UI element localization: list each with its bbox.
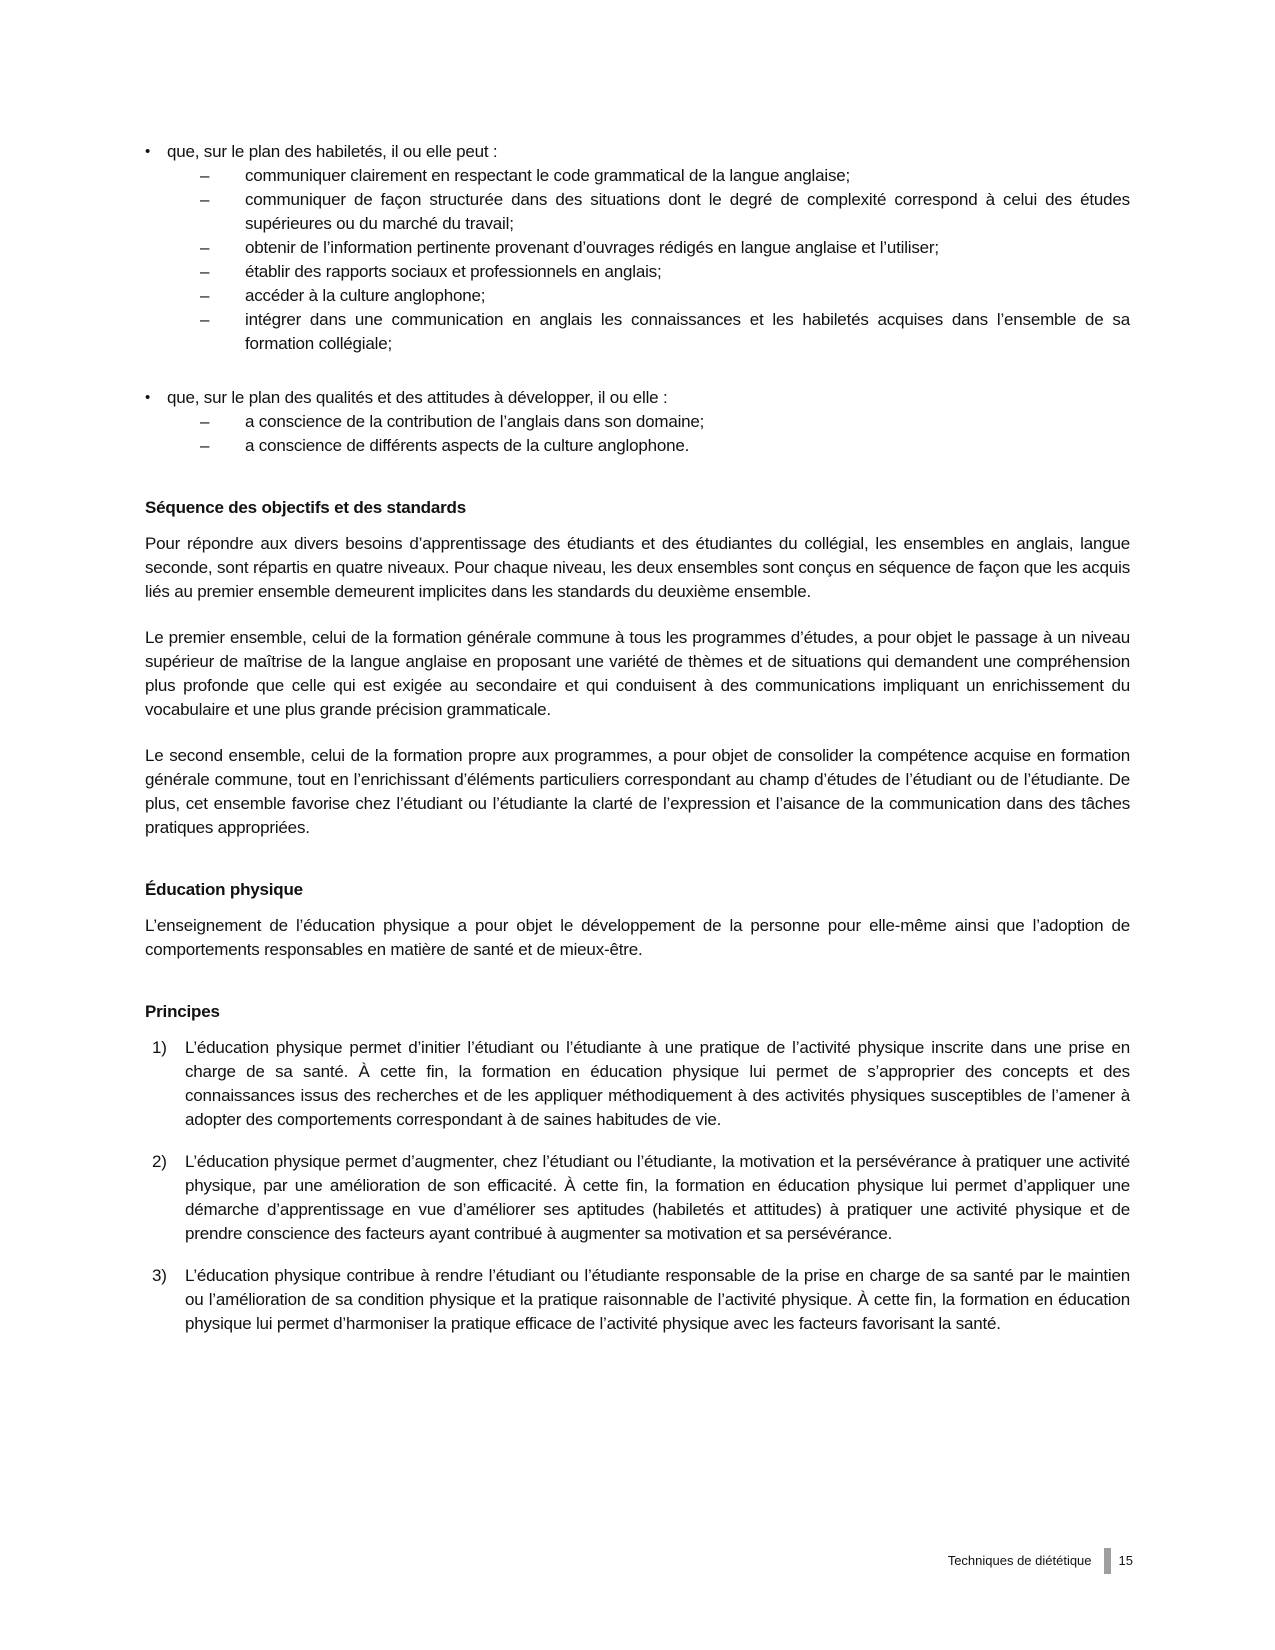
dash-icon: –: [200, 412, 210, 431]
section-heading: Séquence des objectifs et des standards: [145, 498, 466, 517]
page-footer: [948, 1548, 1133, 1574]
dash-icon: –: [200, 436, 210, 455]
section-heading: Principes: [145, 1002, 220, 1021]
paragraph: Le premier ensemble, celui de la formation générale commune à tous les programmes d’études, a pour objet le passage à un niveau supérieur de maîtrise de la langue anglaise en proposant une variété de thèmes et de situations qui demandent une compréhension plus profonde que celle qui est exigée au secondaire et qui conduisent à des communications impliquant un enrichissement du vocabulaire et une plus grande précision grammaticale.: [145, 628, 1130, 719]
bullet-icon: •: [145, 143, 151, 160]
numbered-item: [152, 1036, 1130, 1132]
list-item-text: accéder à la culture anglophone;: [245, 286, 486, 305]
bullet-icon: •: [145, 389, 151, 406]
numbered-item-text: L’éducation physique contribue à rendre l’étudiant ou l’étudiante responsable de la prise en charge de sa santé par le maintien ou l’amélioration de sa condition physique et la pratique raisonnable de l’activité physique. À cette fin, la formation en éducation physique lui permet d’harmoniser la pratique efficace de l’activité physique avec les facteurs favorisant la santé.: [185, 1266, 1130, 1333]
section-principes: [145, 1000, 1130, 1336]
list-item-text: a conscience de la contribution de l’anglais dans son domaine;: [245, 412, 705, 431]
list-item: [200, 434, 1130, 458]
bullet-item: [145, 140, 1130, 164]
dash-icon: –: [200, 286, 210, 305]
paragraph: Pour répondre aux divers besoins d’apprentissage des étudiants et des étudiantes du collégial, les ensembles en anglais, langue seconde, sont répartis en quatre niveaux. Pour chaque niveau, les deux ensembles sont conçus en séquence de façon que les acquis liés au premier ensemble demeurent implicites dans les standards du deuxième ensemble.: [145, 534, 1130, 601]
numbered-item: [152, 1150, 1130, 1246]
section-heading: Éducation physique: [145, 880, 303, 899]
bullet-intro: que, sur le plan des qualités et des attitudes à développer, il ou elle :: [167, 388, 668, 407]
item-number: 3): [152, 1266, 167, 1285]
dash-icon: –: [200, 166, 210, 185]
paragraph: L’enseignement de l’éducation physique a pour objet le développement de la personne pour elle-même ainsi que l’adoption de comportements responsables en matière de santé et de mieux-être.: [145, 916, 1130, 959]
section-education-physique: [145, 878, 1130, 962]
numbered-item: [152, 1264, 1130, 1336]
section-sequence: [145, 496, 1130, 840]
numbered-list: [145, 1036, 1130, 1336]
list-item-text: communiquer clairement en respectant le code grammatical de la langue anglaise;: [245, 166, 851, 185]
numbered-item-text: L’éducation physique permet d’augmenter, chez l’étudiant ou l’étudiante, la motivation et la persévérance à pratiquer une activité physique, par une amélioration de son efficacité. À cette fin, la formation en éducation physique lui permet d’appliquer une démarche d’apprentissage en vue d’améliorer ses aptitudes (habiletés et attitudes) à pratiquer une activité physique et de prendre conscience des facteurs ayant contribué à augmenter sa motivation et sa persévérance.: [185, 1152, 1130, 1243]
list-item: [200, 260, 1130, 284]
bullet-group-habiletes: [145, 140, 1130, 356]
item-number: 2): [152, 1152, 167, 1171]
list-item: [200, 164, 1130, 188]
dash-icon: –: [200, 190, 210, 209]
bullet-group-qualites: [145, 386, 1130, 458]
paragraph: Le second ensemble, celui de la formation propre aux programmes, a pour objet de consolider la compétence acquise en formation générale commune, tout en l’enrichissant d’éléments particuliers correspondant au champ d’études de l’étudiant ou de l’étudiante. De plus, cet ensemble favorise chez l’étudiant ou l’étudiante la clarté de l’expression et l’aisance de la communication dans des tâches pratiques appropriées.: [145, 746, 1130, 837]
page-content: [145, 140, 1130, 1336]
list-item-text: intégrer dans une communication en anglais les connaissances et les habiletés acquises dans l’ensemble de sa formation collégiale;: [245, 310, 1130, 353]
footer-program-label: Techniques de diététique: [947, 1553, 1092, 1568]
dash-icon: –: [200, 310, 210, 329]
list-item-text: établir des rapports sociaux et professionnels en anglais;: [245, 262, 662, 281]
list-item: [200, 236, 1130, 260]
list-item-text: a conscience de différents aspects de la culture anglophone.: [245, 436, 690, 455]
numbered-item-text: L’éducation physique permet d’initier l’étudiant ou l’étudiante à une pratique de l’activité physique inscrite dans une prise en charge de sa santé. À cette fin, la formation en éducation physique lui permet de s’approprier des concepts et des connaissances issus des recherches et de les appliquer méthodiquement à des activités physiques susceptibles de l’amener à adopter des comportements correspondant à de saines habitudes de vie.: [185, 1038, 1130, 1129]
footer-page-number: 15: [1118, 1553, 1133, 1568]
list-item: [200, 188, 1130, 236]
dash-icon: –: [200, 262, 210, 281]
list-item-text: obtenir de l’information pertinente provenant d’ouvrages rédigés en langue anglaise et l’utiliser;: [245, 238, 939, 257]
list-item: [200, 308, 1130, 356]
bullet-intro: que, sur le plan des habiletés, il ou elle peut :: [167, 142, 498, 161]
list-item-text: communiquer de façon structurée dans des situations dont le degré de complexité correspond à celui des études supérieures ou du marché du travail;: [245, 190, 1130, 233]
list-item: [200, 410, 1130, 434]
bullet-item: [145, 386, 1130, 410]
footer-divider: [1104, 1548, 1111, 1574]
item-number: 1): [152, 1038, 167, 1057]
dash-icon: –: [200, 238, 210, 257]
list-item: [200, 284, 1130, 308]
